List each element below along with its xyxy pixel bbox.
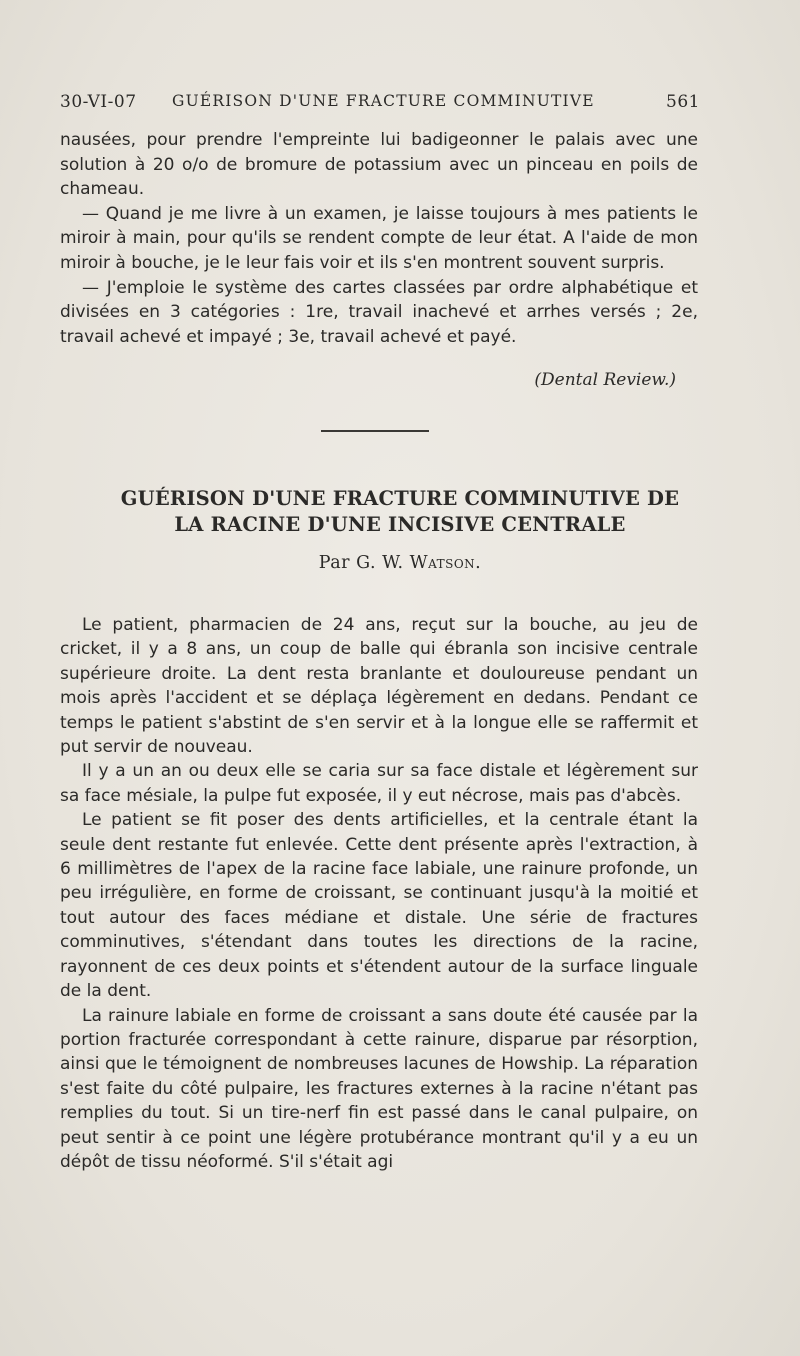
paragraph: Il y a un an ou deux elle se caria sur sa face distale et légèrement sur sa face mésiale, la pulpe fut exposée, il y eut nécrose, mais pas d'abcès. [60,761,698,806]
paragraph: — J'emploie le système des cartes classées par ordre alphabétique et divisées en 3 catégories : 1re, travail inachevé et arrhes versés ; 2e, travail achevé et impayé ; 3e, travail achevé et payé. [60,277,698,347]
paragraph: Le patient se fit poser des dents artificielles, et la centrale étant la seule dent restante fut enlevée. Cette dent présente après l'extraction, à 6 millimètres de l'apex de la racine face labiale, une rainure profonde, un peu irrégulière, en forme de croissant, se continuant jusqu'à la moitié et tout autour des faces médiane et distale. Une série de fractures comminutives, s'étendant dans toutes les directions de la racine, rayonnent de ces deux points et s'étendent autour de la surface linguale de la dent. [60,810,698,1002]
paragraph: — Quand je me livre à un examen, je laisse toujours à mes patients le miroir à main, pour qu'ils se rendent compte de leur état. A l'aide de mon miroir à bouche, je le leur fais voir et ils s'en montrent souvent surpris. [60,203,698,273]
previous-article-text [60,128,698,349]
article-title [50,486,750,538]
author-name: Watson. [409,553,482,573]
section-divider [321,430,429,432]
paragraph: nausées, pour prendre l'empreinte lui badigeonner le palais avec une solution à 20 o/o de bromure de potassium avec un pinceau en poils de chameau. [60,130,698,200]
article-title-line: LA RACINE D'UNE INCISIVE CENTRALE [174,513,626,536]
page-number: 561 [666,92,700,112]
paragraph: Le patient, pharmacien de 24 ans, reçut sur la bouche, au jeu de cricket, il y a 8 ans, un coup de balle qui ébranla son incisive centrale supérieure droite. La dent resta branlante et douloureuse pendant un mois après l'accident et se déplaça légèrement en dedans. Pendant ce temps le patient s'abstint de s'en servir et à la longue elle se raffermit et put servir de nouveau. [60,615,698,758]
source-citation: (Dental Review.) [534,370,676,390]
paragraph: La rainure labiale en forme de croissant a sans doute été causée par la portion fracturée correspondant à cette rainure, disparue par résorption, ainsi que le témoignent de nombreuses lacunes de Howship. La réparation s'est faite du côté pulpaire, les fractures externes à la racine n'étant pas remplies du tout. Si un tire-nerf fin est passé dans le canal pulpaire, on peut sentir à ce point une légère protubérance montrant qu'il y a eu un dépôt de tissu néoformé. S'il s'était agi [60,1005,698,1172]
article-body [60,613,698,1174]
header-date: 30-VI-07 [60,92,137,112]
header-running-title: GUÉRISON D'UNE FRACTURE COMMINUTIVE [172,92,595,110]
article-author [0,553,800,573]
author-prefix: Par G. W. [318,553,410,573]
running-header [60,92,700,118]
article-title-line: GUÉRISON D'UNE FRACTURE COMMINUTIVE DE [120,487,680,510]
